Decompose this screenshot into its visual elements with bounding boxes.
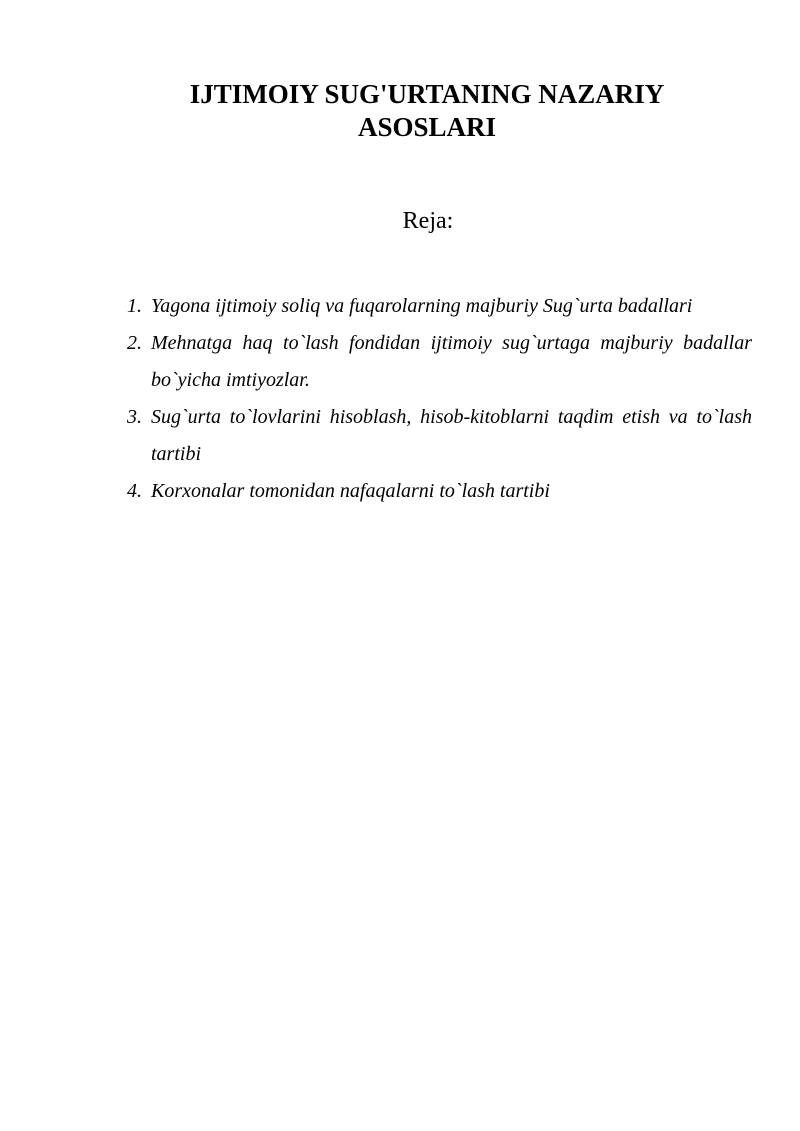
plan-item-text: Yagona ijtimoiy soliq va fuqarolarning majburiy Sug`urta badallari — [151, 295, 693, 317]
plan-item-1 — [120, 288, 752, 325]
plan-item-number: 4. — [127, 480, 142, 502]
plan-list — [120, 288, 752, 510]
plan-item-number: 1. — [127, 295, 142, 317]
plan-item-text: Korxonalar tomonidan nafaqalarni to`lash tartibi — [151, 480, 550, 502]
plan-item-text: Sug`urta to`lovlarini hisoblash, hisob-kitoblarni taqdim etish va to`lash tartibi — [151, 406, 752, 465]
plan-item-number: 2. — [127, 332, 142, 354]
plan-item-3 — [120, 399, 752, 473]
plan-item-4 — [120, 473, 752, 510]
plan-item-number: 3. — [127, 406, 142, 428]
document-title: IJTIMOIY SUG'URTANING NAZARIY ASOSLARI — [189, 79, 665, 142]
plan-heading: Reja: — [402, 208, 454, 234]
plan-item-text: Mehnatga haq to`lash fondidan ijtimoiy sug`urtaga majburiy badallar bo`yicha imtiyozlar. — [151, 332, 752, 391]
plan-item-2 — [120, 325, 752, 399]
